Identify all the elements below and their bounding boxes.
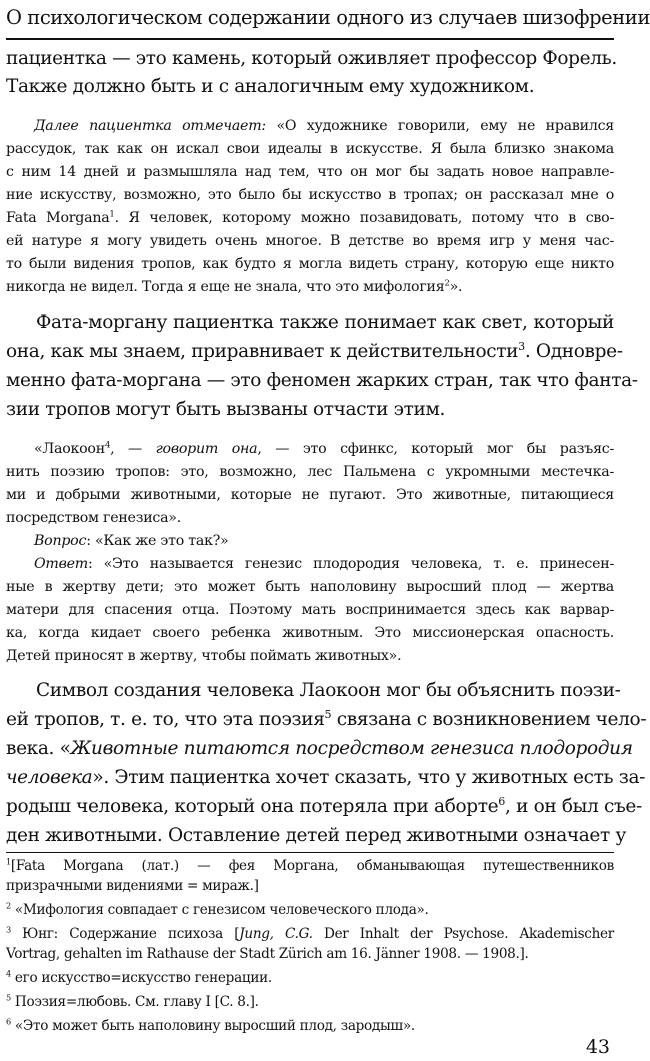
quote-text: «Лаокоон [34, 441, 105, 457]
footnote-number: 5 [6, 992, 11, 1003]
footnote-ref: 3 [518, 339, 525, 353]
footnote-ref: 1 [109, 209, 115, 220]
quote-text: : «Это называется генезис плодородия человека, т. е. принесен- [87, 556, 614, 572]
footnote-number: 6 [6, 1016, 11, 1027]
body-text: связана с возникновением чело- [331, 709, 647, 730]
body-line: пациентка — это камень, который оживляет профессор Форель. [6, 48, 617, 69]
italic-lead: Далее пациентка отмечает: [34, 118, 266, 134]
footnote-text: [Fata Morgana (лат.) — фея Моргана, обманывающая путешественников [10, 858, 614, 874]
quote-line: ние искусству, возможно, это было бы искусство в тропах; он рассказал мне о [6, 187, 614, 203]
footnote-number: 2 [6, 900, 11, 911]
body-line [6, 680, 621, 701]
running-header: О психологическом содержании одного из случаев шизофрении [6, 4, 614, 40]
body-line [6, 794, 642, 817]
body-line [6, 738, 633, 759]
quote-line: ные в жертву дети; это может быть наполовину выросший плод — жертва [6, 579, 614, 595]
body-line: зии тропов могут быть вызваны отчасти этим. [6, 399, 446, 420]
body-italic: человека [6, 767, 93, 788]
footnote-line: призрачными видениями = мираж.] [6, 878, 259, 894]
footnote-line: Vortrag, gehalten im Rathause der Stadt Zürich am 16. Jänner 1908. — 1908.]. [6, 946, 529, 962]
quote-line: матери для спасения отца. Поэтому мать воспринимается здесь как варвар- [6, 602, 614, 618]
body-text: ». Этим пациентка хочет сказать, что у животных есть за- [92, 767, 646, 788]
footnote-line [6, 1018, 546, 1034]
footnote-text: Юнг: Содержание психоза [ [10, 926, 240, 942]
footnote-text: «Мифология совпадает с генезисом человеческого плода». [10, 902, 429, 918]
quote-line [6, 533, 614, 549]
footnote-line [6, 858, 614, 874]
footnote-number: 3 [6, 924, 11, 935]
quote-text: , — это сфинкс, который мог бы разъяс- [257, 441, 615, 457]
footnote-italic: Jung, C.G. [239, 926, 313, 942]
body-text: она, как мы знаем, приравнивает к действительности [6, 341, 519, 362]
footnote-line [6, 926, 614, 942]
footnote-text: его искусство=искусство генерации. [10, 970, 272, 986]
quote-line: рассудок, так как он искал свои идеалы в искусстве. Я была близко знакома [6, 141, 614, 157]
quote-text: Fata Morgana [6, 210, 110, 226]
quote-line: посредством генезиса». [6, 510, 181, 526]
footnote-line [6, 970, 614, 986]
body-line [6, 767, 646, 788]
body-line: Также должно быть и с аналогичным ему художником. [6, 76, 535, 97]
body-text: Символ создания человека Лаокоон мог бы объяснить поэзи- [36, 680, 621, 701]
body-text: , и он был съе- [505, 796, 642, 817]
body-line: менно фата-моргана — это феномен жарких стран, так что фанта- [6, 370, 638, 391]
footnote-line [6, 902, 614, 918]
quote-line: ка, когда кидает своего ребенка животным. Это миссионерская опасность. [6, 625, 614, 641]
footnote-number: 1 [6, 856, 11, 867]
body-line [6, 339, 623, 362]
footnote-text: Поэзия=любовь. См. главу I [C. 8.]. [10, 994, 259, 1010]
quote-line [6, 210, 614, 226]
footnote-ref: 4 [104, 440, 111, 451]
body-line [6, 312, 614, 333]
page-number: 43 [585, 1036, 610, 1058]
footnote-ref: 2 [444, 278, 450, 289]
quote-line: Детей приносят в жертву, чтобы поймать животных». [6, 648, 402, 664]
body-line [6, 707, 647, 730]
quote-text: : «Как же это так?» [86, 533, 229, 549]
body-text: родыш человека, который она потеряла при аборте [6, 796, 499, 817]
quote-text: , — [110, 441, 156, 457]
body-text: века. « [6, 738, 71, 759]
quote-italic: говорит она [155, 441, 258, 457]
body-text: ей тропов, т. е. то, что эта поэзия [6, 709, 325, 730]
body-italic: Животные питаются посредством генезиса плодородия [70, 738, 633, 759]
footnote-number: 4 [6, 968, 11, 979]
answer-label: Ответ [34, 556, 88, 572]
footnote-text: «Это может быть наполовину выросший плод, зародыш». [10, 1018, 415, 1034]
quote-line: нить поэзию тропов: это, возможно, лес Пальмена с укромными местечка- [6, 464, 614, 480]
quote-text: ». [449, 279, 463, 295]
quote-text: . Я человек, которому можно позавидовать, потому что в сво- [114, 210, 614, 226]
quote-line [6, 279, 614, 295]
quote-text: никогда не видел. Тогда я еще не знала, что это мифология [6, 279, 445, 295]
quote-line [6, 118, 614, 134]
quote-line: ми и добрыми животными, которые не пугают. Это животные, питающиеся [6, 487, 614, 503]
quote-line [6, 556, 614, 572]
footnote-ref: 5 [324, 707, 332, 721]
question-label: Вопрос [34, 533, 87, 549]
body-text: . Одновре- [524, 341, 623, 362]
quote-text: «О художнике говорили, ему не нравился [265, 118, 614, 134]
quote-line: ей натуре я могу увидеть очень многое. В детстве во время игр у меня час- [6, 233, 614, 249]
body-text: Фата-моргану пациентка также понимает как свет, который [36, 312, 614, 333]
quote-line [6, 441, 614, 457]
quote-line: то были видения тропов, как будто я могла видеть страну, которую еще никто [6, 256, 614, 272]
footnote-line [6, 994, 614, 1010]
footnote-divider [6, 852, 614, 853]
footnote-ref: 6 [498, 794, 506, 808]
footnote-text: Der Inhalt der Psychose. Akademischer [312, 926, 614, 942]
body-line: ден животными. Оставление детей перед животными означает у [6, 825, 626, 846]
quote-line: с ним 14 дней и размышляла над тем, что он мог бы задать новое направле- [6, 164, 614, 180]
